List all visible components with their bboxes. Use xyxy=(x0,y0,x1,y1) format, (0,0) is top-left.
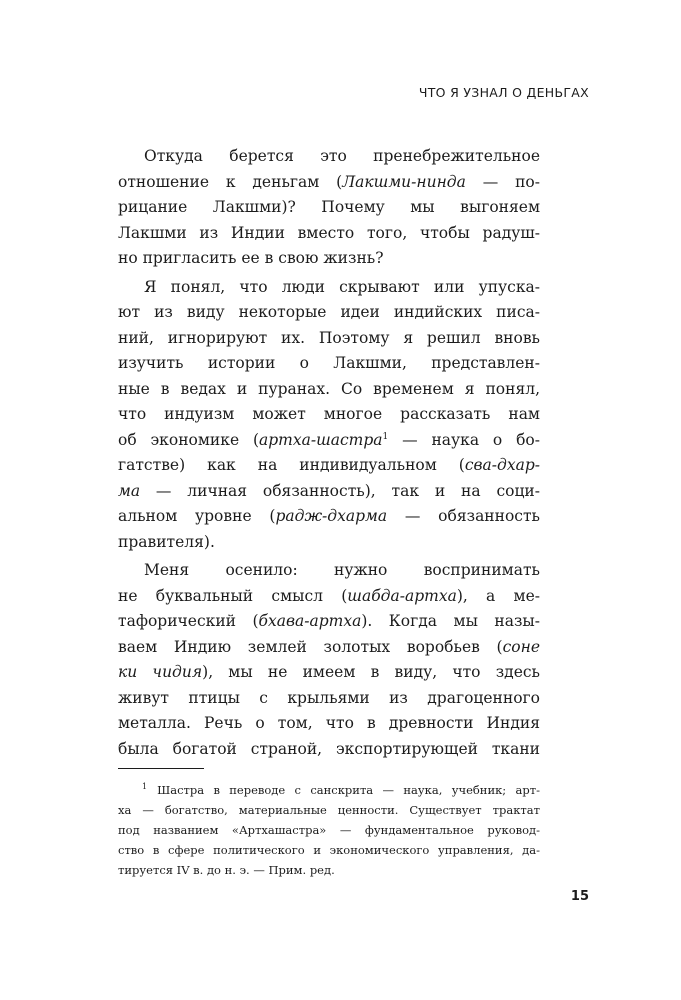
italic-term: сва-дхар- xyxy=(464,456,540,474)
paragraph xyxy=(118,558,540,762)
italic-term: радж-дхарма xyxy=(275,507,388,525)
text-line: Откуда берется это пренебрежительное xyxy=(144,147,540,165)
text-line: Меня осенило: нужно воспринимать xyxy=(144,561,540,579)
body-text xyxy=(118,144,540,762)
italic-term: соне xyxy=(502,637,540,656)
italic-term: шабда-артха xyxy=(347,586,457,605)
text-line: ваем Индию землей золотых воробьев (соне xyxy=(118,637,540,656)
running-header: ЧТО Я УЗНАЛ О ДЕНЬГАХ xyxy=(418,85,589,100)
footnote-line: ство в сфере политического и экономического управления, да- xyxy=(118,843,540,857)
italic-term: ки чидия xyxy=(118,663,203,681)
text-line: ма — личная обязанность), так и на соци- xyxy=(118,481,540,500)
text-line: изучить истории о Лакшми, представлен- xyxy=(118,354,540,372)
text-line: живут птицы с крыльями из драгоценного xyxy=(118,688,540,707)
footnote-divider xyxy=(118,768,204,769)
text-line: ные в ведах и пуранах. Со временем я понял, xyxy=(118,379,540,398)
text-line: Лакшми из Индии вместо того, чтобы радуш- xyxy=(118,223,540,242)
text-line: отношение к деньгам (Лакшми-нинда — по- xyxy=(118,172,540,191)
text-line: металла. Речь о том, что в древности Индия xyxy=(118,714,540,732)
text-line: не буквальный смысл (шабда-артха), а ме- xyxy=(118,586,540,605)
footnote-mark: 1 xyxy=(142,782,148,792)
italic-term: Лакшми-нинда xyxy=(342,172,466,191)
text-line: гатстве) как на индивидуальном (сва-дхар- xyxy=(118,456,540,474)
paragraph xyxy=(118,144,540,272)
footnote-line: тируется IV в. до н. э. — Прим. ред. xyxy=(118,863,335,877)
text-line: но пригласить ее в свою жизнь? xyxy=(118,249,384,267)
footnote xyxy=(118,780,540,880)
footnote-reference[interactable]: 1 xyxy=(382,431,389,442)
italic-term: ма xyxy=(118,481,141,500)
footnote-line: под названием «Артхашастра» — фундаментальное руковод- xyxy=(118,823,540,837)
text-line: что индуизм может многое рассказать нам xyxy=(118,405,540,423)
italic-term: бхава-артха xyxy=(258,612,362,630)
text-line: ют из виду некоторые идеи индийских писа- xyxy=(118,303,540,321)
text-line: ки чидия), мы не имеем в виду, что здесь xyxy=(118,663,540,681)
text-line: ний, игнорируют их. Поэтому я решил вновь xyxy=(118,328,540,347)
text-line: Я понял, что люди скрывают или упуска- xyxy=(144,277,540,296)
text-line: правителя). xyxy=(118,532,215,551)
text-line: альном уровне (радж-дхарма — обязанность xyxy=(118,507,540,525)
italic-term: артха-шастра xyxy=(259,430,383,449)
text-line: тафорический (бхава-артха). Когда мы назы- xyxy=(118,612,540,630)
text-line: была богатой страной, экспортирующей ткани xyxy=(118,739,540,758)
footnote-line: ха — богатство, материальные ценности. Существует трактат xyxy=(118,803,540,817)
paragraph xyxy=(118,275,540,556)
text-line: рицание Лакшми)? Почему мы выгоняем xyxy=(118,198,540,216)
footnote-line: $^1$ Шастра в переводе с санскрита — наука, учебник; арт- xyxy=(142,782,540,797)
page-number: 15 xyxy=(570,889,589,904)
text-line: об экономике (артха-шастра$^1$ — наука о бо- xyxy=(118,430,540,449)
